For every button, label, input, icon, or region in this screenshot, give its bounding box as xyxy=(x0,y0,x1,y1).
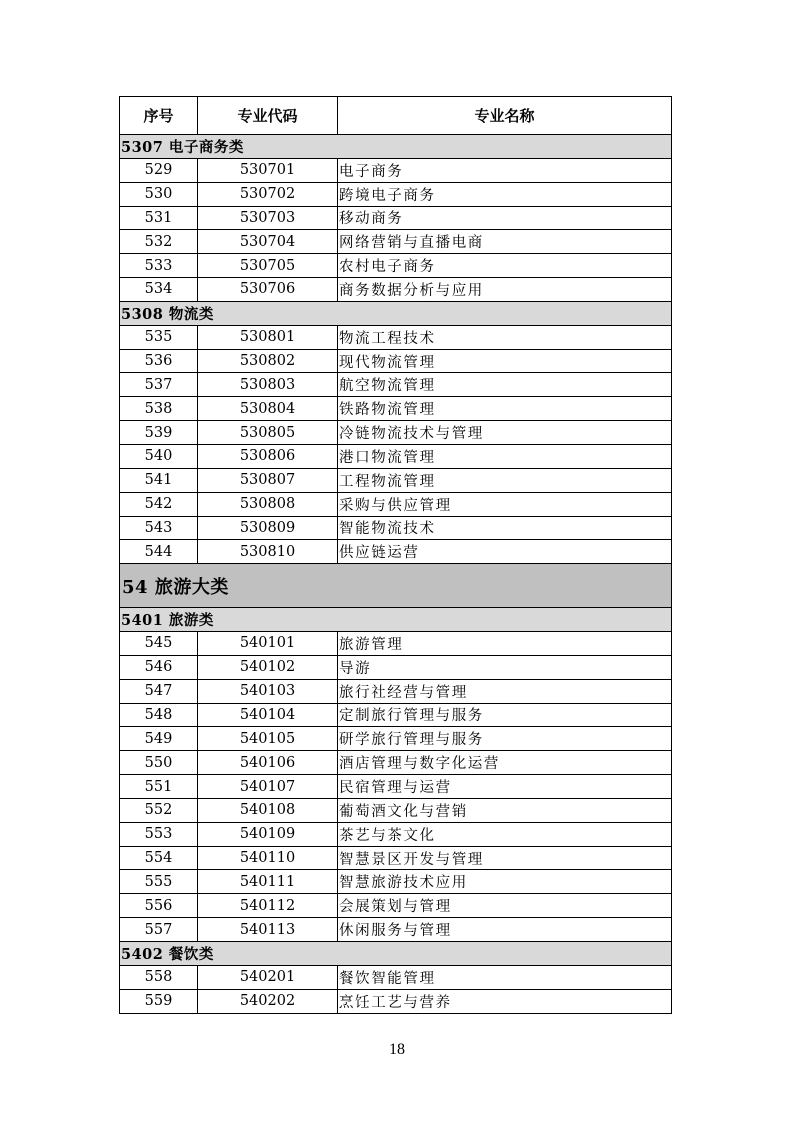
major-name-cell: 网络营销与直播电商 xyxy=(338,230,672,253)
major-name-cell: 港口物流管理 xyxy=(338,445,672,468)
table-row xyxy=(120,894,672,918)
serial-number-cell: 550 xyxy=(120,751,198,774)
table-header-row xyxy=(120,97,672,135)
serial-number-cell: 556 xyxy=(120,894,198,917)
major-code-cell: 530804 xyxy=(198,397,338,420)
major-name-cell: 物流工程技术 xyxy=(338,326,672,349)
major-code-cell: 540109 xyxy=(198,823,338,846)
table-row xyxy=(120,278,672,302)
serial-number-cell: 545 xyxy=(120,632,198,655)
table-row xyxy=(120,847,672,871)
table-body xyxy=(120,135,672,1014)
major-code-cell: 540102 xyxy=(198,656,338,679)
table-row xyxy=(120,799,672,823)
table-row xyxy=(120,656,672,680)
subcategory-heading: 5307 电子商务类 xyxy=(120,135,672,159)
table-row xyxy=(120,870,672,894)
serial-number-cell: 532 xyxy=(120,230,198,253)
major-code-cell: 530807 xyxy=(198,469,338,492)
serial-number-cell: 534 xyxy=(120,278,198,301)
major-category-heading: 54 旅游大类 xyxy=(120,564,672,608)
table-row xyxy=(120,632,672,656)
major-name-cell: 研学旅行管理与服务 xyxy=(338,727,672,750)
table-row xyxy=(120,183,672,207)
major-code-cell: 540106 xyxy=(198,751,338,774)
serial-number-cell: 554 xyxy=(120,847,198,870)
serial-number-cell: 551 xyxy=(120,775,198,798)
major-name-cell: 餐饮智能管理 xyxy=(338,966,672,989)
table-row xyxy=(120,373,672,397)
major-code-cell: 530706 xyxy=(198,278,338,301)
subcategory-heading: 5308 物流类 xyxy=(120,302,672,326)
major-name-cell: 旅游管理 xyxy=(338,632,672,655)
major-name-cell: 铁路物流管理 xyxy=(338,397,672,420)
major-code-cell: 540113 xyxy=(198,918,338,941)
major-code-cell: 540202 xyxy=(198,990,338,1013)
major-code-cell: 530808 xyxy=(198,493,338,516)
major-name-cell: 民宿管理与运营 xyxy=(338,775,672,798)
serial-number-cell: 547 xyxy=(120,680,198,703)
major-code-cell: 540107 xyxy=(198,775,338,798)
page-number: 18 xyxy=(389,1041,405,1058)
major-code-cell: 540103 xyxy=(198,680,338,703)
table-row xyxy=(120,493,672,517)
table-row xyxy=(120,990,672,1014)
table-row xyxy=(120,540,672,564)
major-name-cell: 定制旅行管理与服务 xyxy=(338,704,672,727)
major-code-cell: 540110 xyxy=(198,847,338,870)
major-name-cell: 商务数据分析与应用 xyxy=(338,278,672,301)
major-name-cell: 农村电子商务 xyxy=(338,254,672,277)
subcategory-heading: 5401 旅游类 xyxy=(120,608,672,632)
major-name-cell: 烹饪工艺与营养 xyxy=(338,990,672,1013)
serial-number-cell: 535 xyxy=(120,326,198,349)
major-name-cell: 跨境电子商务 xyxy=(338,183,672,206)
major-code-cell: 530810 xyxy=(198,540,338,563)
major-code-cell: 530702 xyxy=(198,183,338,206)
major-code-cell: 540101 xyxy=(198,632,338,655)
major-name-cell: 移动商务 xyxy=(338,207,672,230)
major-catalog-table xyxy=(119,96,672,1014)
table-row xyxy=(120,517,672,541)
serial-number-cell: 557 xyxy=(120,918,198,941)
subcategory-heading: 5402 餐饮类 xyxy=(120,942,672,966)
table-row xyxy=(120,704,672,728)
major-name-cell: 休闲服务与管理 xyxy=(338,918,672,941)
serial-number-cell: 559 xyxy=(120,990,198,1013)
major-code-cell: 540105 xyxy=(198,727,338,750)
major-code-cell: 530803 xyxy=(198,373,338,396)
serial-number-cell: 538 xyxy=(120,397,198,420)
table-row xyxy=(120,350,672,374)
major-code-cell: 530704 xyxy=(198,230,338,253)
table-row xyxy=(120,230,672,254)
major-name-cell: 酒店管理与数字化运营 xyxy=(338,751,672,774)
major-name-cell: 葡萄酒文化与营销 xyxy=(338,799,672,822)
major-code-cell: 540201 xyxy=(198,966,338,989)
header-serial-number: 序号 xyxy=(120,97,198,134)
major-name-cell: 电子商务 xyxy=(338,159,672,182)
serial-number-cell: 530 xyxy=(120,183,198,206)
serial-number-cell: 553 xyxy=(120,823,198,846)
major-code-cell: 530806 xyxy=(198,445,338,468)
header-major-name: 专业名称 xyxy=(338,97,672,134)
major-name-cell: 供应链运营 xyxy=(338,540,672,563)
table-row xyxy=(120,469,672,493)
major-code-cell: 540108 xyxy=(198,799,338,822)
serial-number-cell: 549 xyxy=(120,727,198,750)
table-row xyxy=(120,421,672,445)
major-code-cell: 530703 xyxy=(198,207,338,230)
major-name-cell: 工程物流管理 xyxy=(338,469,672,492)
serial-number-cell: 542 xyxy=(120,493,198,516)
table-row xyxy=(120,326,672,350)
major-name-cell: 会展策划与管理 xyxy=(338,894,672,917)
major-name-cell: 航空物流管理 xyxy=(338,373,672,396)
major-name-cell: 导游 xyxy=(338,656,672,679)
table-row xyxy=(120,751,672,775)
serial-number-cell: 540 xyxy=(120,445,198,468)
serial-number-cell: 537 xyxy=(120,373,198,396)
table-row xyxy=(120,823,672,847)
serial-number-cell: 539 xyxy=(120,421,198,444)
table-row xyxy=(120,680,672,704)
serial-number-cell: 558 xyxy=(120,966,198,989)
header-major-code: 专业代码 xyxy=(198,97,338,134)
major-name-cell: 采购与供应管理 xyxy=(338,493,672,516)
major-code-cell: 530809 xyxy=(198,517,338,540)
major-name-cell: 智慧旅游技术应用 xyxy=(338,870,672,893)
major-code-cell: 530705 xyxy=(198,254,338,277)
table-row xyxy=(120,966,672,990)
major-name-cell: 旅行社经营与管理 xyxy=(338,680,672,703)
major-code-cell: 540104 xyxy=(198,704,338,727)
table-row xyxy=(120,397,672,421)
table-row xyxy=(120,918,672,942)
major-code-cell: 530805 xyxy=(198,421,338,444)
serial-number-cell: 531 xyxy=(120,207,198,230)
major-code-cell: 530801 xyxy=(198,326,338,349)
serial-number-cell: 529 xyxy=(120,159,198,182)
serial-number-cell: 536 xyxy=(120,350,198,373)
serial-number-cell: 533 xyxy=(120,254,198,277)
table-row xyxy=(120,727,672,751)
major-name-cell: 茶艺与茶文化 xyxy=(338,823,672,846)
major-code-cell: 540112 xyxy=(198,894,338,917)
table-row xyxy=(120,445,672,469)
serial-number-cell: 544 xyxy=(120,540,198,563)
major-name-cell: 智能物流技术 xyxy=(338,517,672,540)
serial-number-cell: 546 xyxy=(120,656,198,679)
major-code-cell: 540111 xyxy=(198,870,338,893)
major-code-cell: 530701 xyxy=(198,159,338,182)
serial-number-cell: 548 xyxy=(120,704,198,727)
serial-number-cell: 552 xyxy=(120,799,198,822)
table-row xyxy=(120,254,672,278)
table-row xyxy=(120,159,672,183)
serial-number-cell: 555 xyxy=(120,870,198,893)
major-name-cell: 现代物流管理 xyxy=(338,350,672,373)
table-row xyxy=(120,775,672,799)
serial-number-cell: 543 xyxy=(120,517,198,540)
major-name-cell: 智慧景区开发与管理 xyxy=(338,847,672,870)
table-row xyxy=(120,207,672,231)
major-name-cell: 冷链物流技术与管理 xyxy=(338,421,672,444)
serial-number-cell: 541 xyxy=(120,469,198,492)
major-code-cell: 530802 xyxy=(198,350,338,373)
